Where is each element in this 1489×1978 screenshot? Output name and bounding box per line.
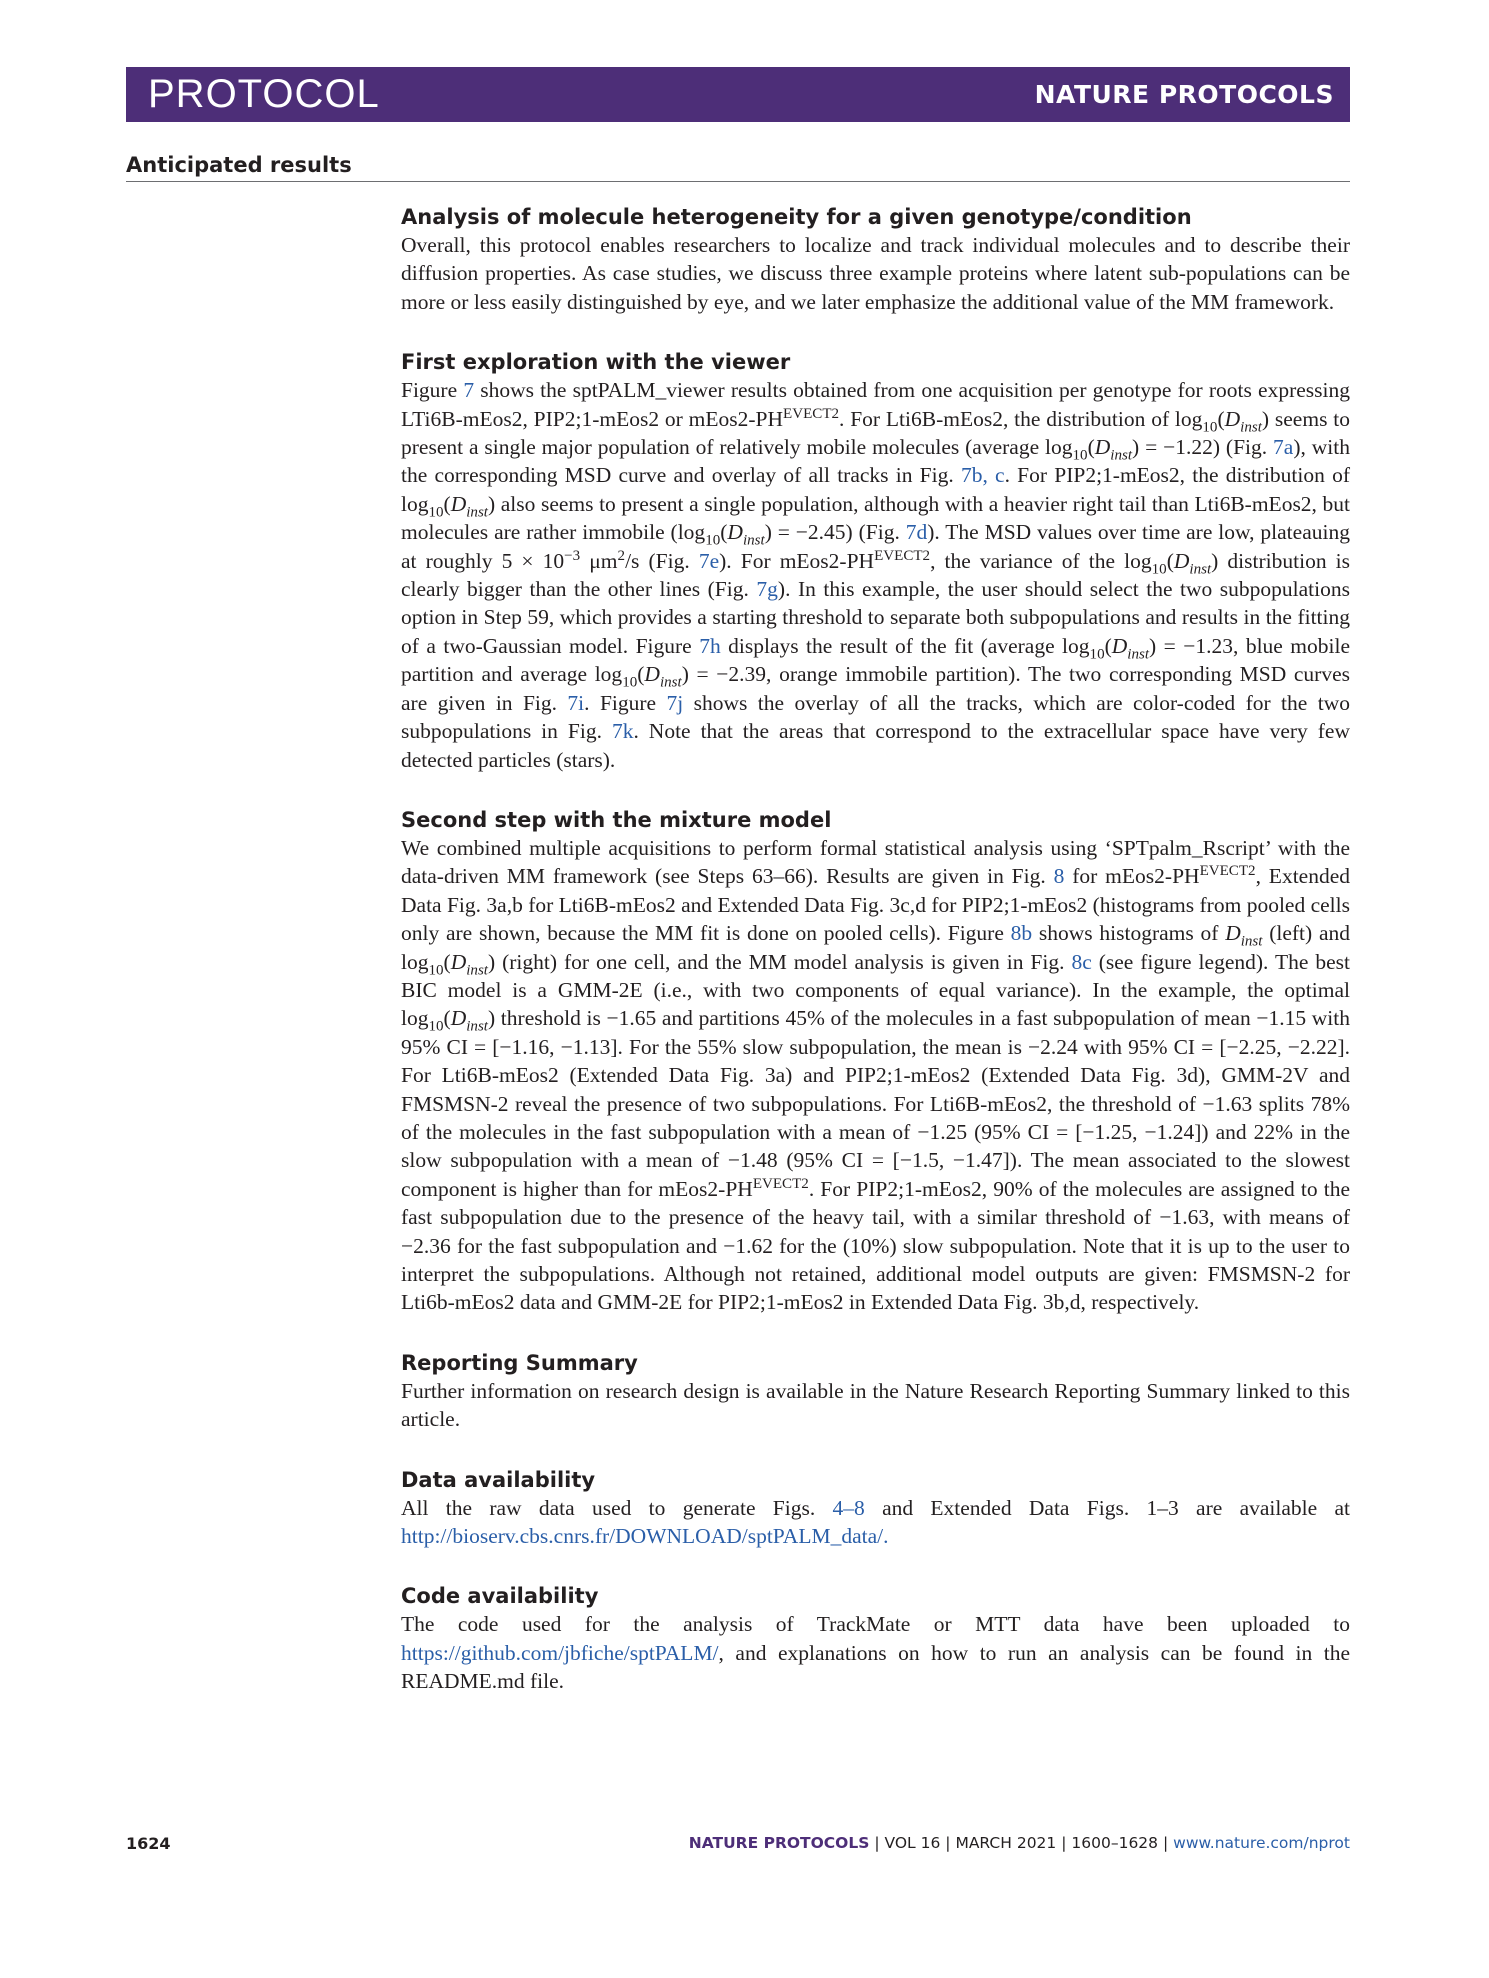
section-rule — [126, 181, 1350, 182]
paragraph-viewer: Figure 7 shows the sptPALM_viewer results obtained from one acquisition per genotype for roots expressing LTi6B-mEos2, PIP2;1-mEos2 or $mEos2-PH^{EVECT2}$. For Lti6B-mEos2, the distribution of $\log_{10}(D_{inst})$ seems to present a single major population of relatively mobile molecules (average $\log_{10}(D_{inst}) = -1.22$) (Fig. 7a), with the corresponding MSD curve and overlay of all tracks in Fig. 7b, c. For PIP2;1-mEos2, the distribution of $\log_{10}(D_{inst})$ also seems to present a single population, although with a heavier right tail than Lti6B-mEos2, but molecules are rather immobile $(\log_{10}(D_{inst}) = -2.45)$ (Fig. 7d). The MSD values over time are low, plateauing at roughly $5 \times 10^{-3}$ $\mu m^2/s$ (Fig. 7e). For $mEos2-PH^{EVECT2}$, the variance of the $\log_{10}(D_{inst})$ distribution is clearly bigger than the other lines (Fig. 7g). In this example, the user should select the two subpopulations option in Step 59, which provides a starting threshold to separate both subpopulations and results in the fitting of a two-Gaussian model. Figure 7h displays the result of the fit (average $\log_{10}(D_{inst}) = -1.23$, blue mobile partition and average $\log_{10}(D_{inst}) = -2.39$, orange immobile partition). The two corresponding MSD curves are given in Fig. 7i. Figure 7j shows the overlay of all the tracks, which are color-coded for the two subpopulations in Fig. 7k. Note that the areas that correspond to the extracellular space have very few detected particles (stars). — [401, 378, 1351, 772]
paragraph-heterogeneity: Overall, this protocol enables researchers to localize and track individual molecules and to describe their diffusion properties. As case studies, we discuss three example proteins where latent sub-populations can be more or less easily distinguished by eye, and we later emphasize the additional value of the MM framework. — [401, 233, 1350, 314]
fig-link[interactable]: 7d — [905, 520, 928, 545]
footer-pages: 1600–1628 — [1071, 1834, 1159, 1852]
footer-volume: VOL 16 — [884, 1834, 941, 1852]
subsection-title-code-availability: Code availability — [401, 1584, 599, 1609]
subsection-title-mixture-model: Second step with the mixture model — [401, 807, 832, 832]
footer-citation: NATURE PROTOCOLS | VOL 16 | MARCH 2021 | 1600–1628 | www.nature.com/nprot — [688, 1834, 1350, 1852]
fig-link[interactable]: 8c — [1071, 949, 1092, 974]
footer-journal: NATURE PROTOCOLS — [688, 1834, 870, 1852]
fig-link[interactable]: 4–8 — [832, 1495, 865, 1520]
fig-link[interactable]: 7i — [567, 690, 585, 715]
section-heading: Anticipated results — [126, 153, 352, 177]
footer-date: MARCH 2021 — [955, 1834, 1057, 1852]
subsection-title-viewer: First exploration with the viewer — [401, 350, 791, 375]
fig-link[interactable]: 7g — [756, 577, 778, 602]
paragraph-reporting-summary: Further information on research design is available in the Nature Research Reporting Summary linked to this article. — [401, 1378, 1350, 1432]
article-body — [401, 203, 1350, 1696]
fig-link[interactable]: 7j — [666, 690, 684, 715]
paragraph-code-availability: The code used for the analysis of TrackMate or MTT data have been uploaded to https://github.com/jbfiche/sptPALM/, and explanations on how to run an analysis can be found in the README.md file. — [401, 1612, 1350, 1694]
journal-name: NATURE PROTOCOLS — [1034, 80, 1334, 109]
page-number: 1624 — [126, 1834, 171, 1853]
fig-link[interactable]: 7b, c — [960, 463, 1005, 488]
fig-link[interactable]: 8 — [1053, 864, 1065, 889]
fig-link[interactable]: 7a — [1273, 435, 1294, 460]
footer-url[interactable]: www.nature.com/nprot — [1173, 1834, 1350, 1852]
fig-link[interactable]: 8b — [1010, 921, 1033, 946]
fig-link[interactable]: 7k — [611, 719, 634, 744]
data-url-link[interactable]: http://bioserv.cbs.cnrs.fr/DOWNLOAD/sptPALM_data/. — [401, 1524, 889, 1549]
subsection-title-heterogeneity: Analysis of molecule heterogeneity for a given genotype/condition — [401, 205, 1192, 229]
fig-link[interactable]: 7e — [698, 548, 720, 573]
journal-banner — [126, 67, 1350, 122]
subsection-title-data-availability: Data availability — [401, 1467, 596, 1492]
github-link[interactable]: https://github.com/jbfiche/sptPALM/ — [401, 1640, 719, 1665]
paragraph-data-availability: All the raw data used to generate Figs. 4–8 and Extended Data Figs. 1–3 are available at http://bioserv.cbs.cnrs.fr/DOWNLOAD/sptPALM_data/. — [401, 1495, 1350, 1549]
fig-link[interactable]: 7h — [699, 633, 721, 658]
article-type-label: PROTOCOL — [148, 72, 380, 116]
fig-link[interactable]: 7 — [463, 378, 475, 403]
paragraph-mixture-model: We combined multiple acquisitions to perform formal statistical analysis using ‘SPTpalm_Rscript’ with the data-driven MM framework (see Steps 63–66). Results are given in Fig. 8 for $mEos2-PH^{EVECT2}$, Extended Data Fig. 3a,b for Lti6B-mEos2 and Extended Data Fig. 3c,d for PIP2;1-mEos2 (histograms from pooled cells only are shown, because the MM fit is done on pooled cells). Figure 8b shows histograms of $D_{inst}$ (left) and $\log_{10}(D_{inst})$ (right) for one cell, and the MM model analysis is given in Fig. 8c (see figure legend). The best BIC model is a GMM-2E (i.e., with two components of equal variance). In the example, the optimal $\log_{10}(D_{inst})$ threshold is −1.65 and partitions 45% of the molecules in a fast subpopulation of mean −1.15 with 95% CI = [−1.16, −1.13]. For the 55% slow subpopulation, the mean is −2.24 with 95% CI = [−2.25, −2.22]. For Lti6B-mEos2 (Extended Data Fig. 3a) and PIP2;1-mEos2 (Extended Data Fig. 3d), GMM-2V and FMSMSN-2 reveal the presence of two subpopulations. For Lti6B-mEos2, the threshold of −1.63 splits 78% of the molecules in the fast subpopulation with a mean of −1.25 (95% CI = [−1.25, −1.24]) and 22% in the slow subpopulation with a mean of −1.48 (95% CI = [−1.5, −1.47]). The mean associated to the slowest component is higher than for $mEos2-PH^{EVECT2}$. For PIP2;1-mEos2, 90% of the molecules are assigned to the fast subpopulation due to the presence of the heavy tail, with a similar threshold of −1.63, with means of −2.36 for the fast subpopulation and −1.62 for the (10%) slow subpopulation. Note that it is up to the user to interpret the subpopulations. Although not retained, additional model outputs are given: FMSMSN-2 for Lti6b-mEos2 data and GMM-2E for PIP2;1-mEos2 in Extended Data Fig. 3b,d, respectively. — [401, 835, 1351, 1315]
subsection-title-reporting-summary: Reporting Summary — [401, 1350, 638, 1375]
